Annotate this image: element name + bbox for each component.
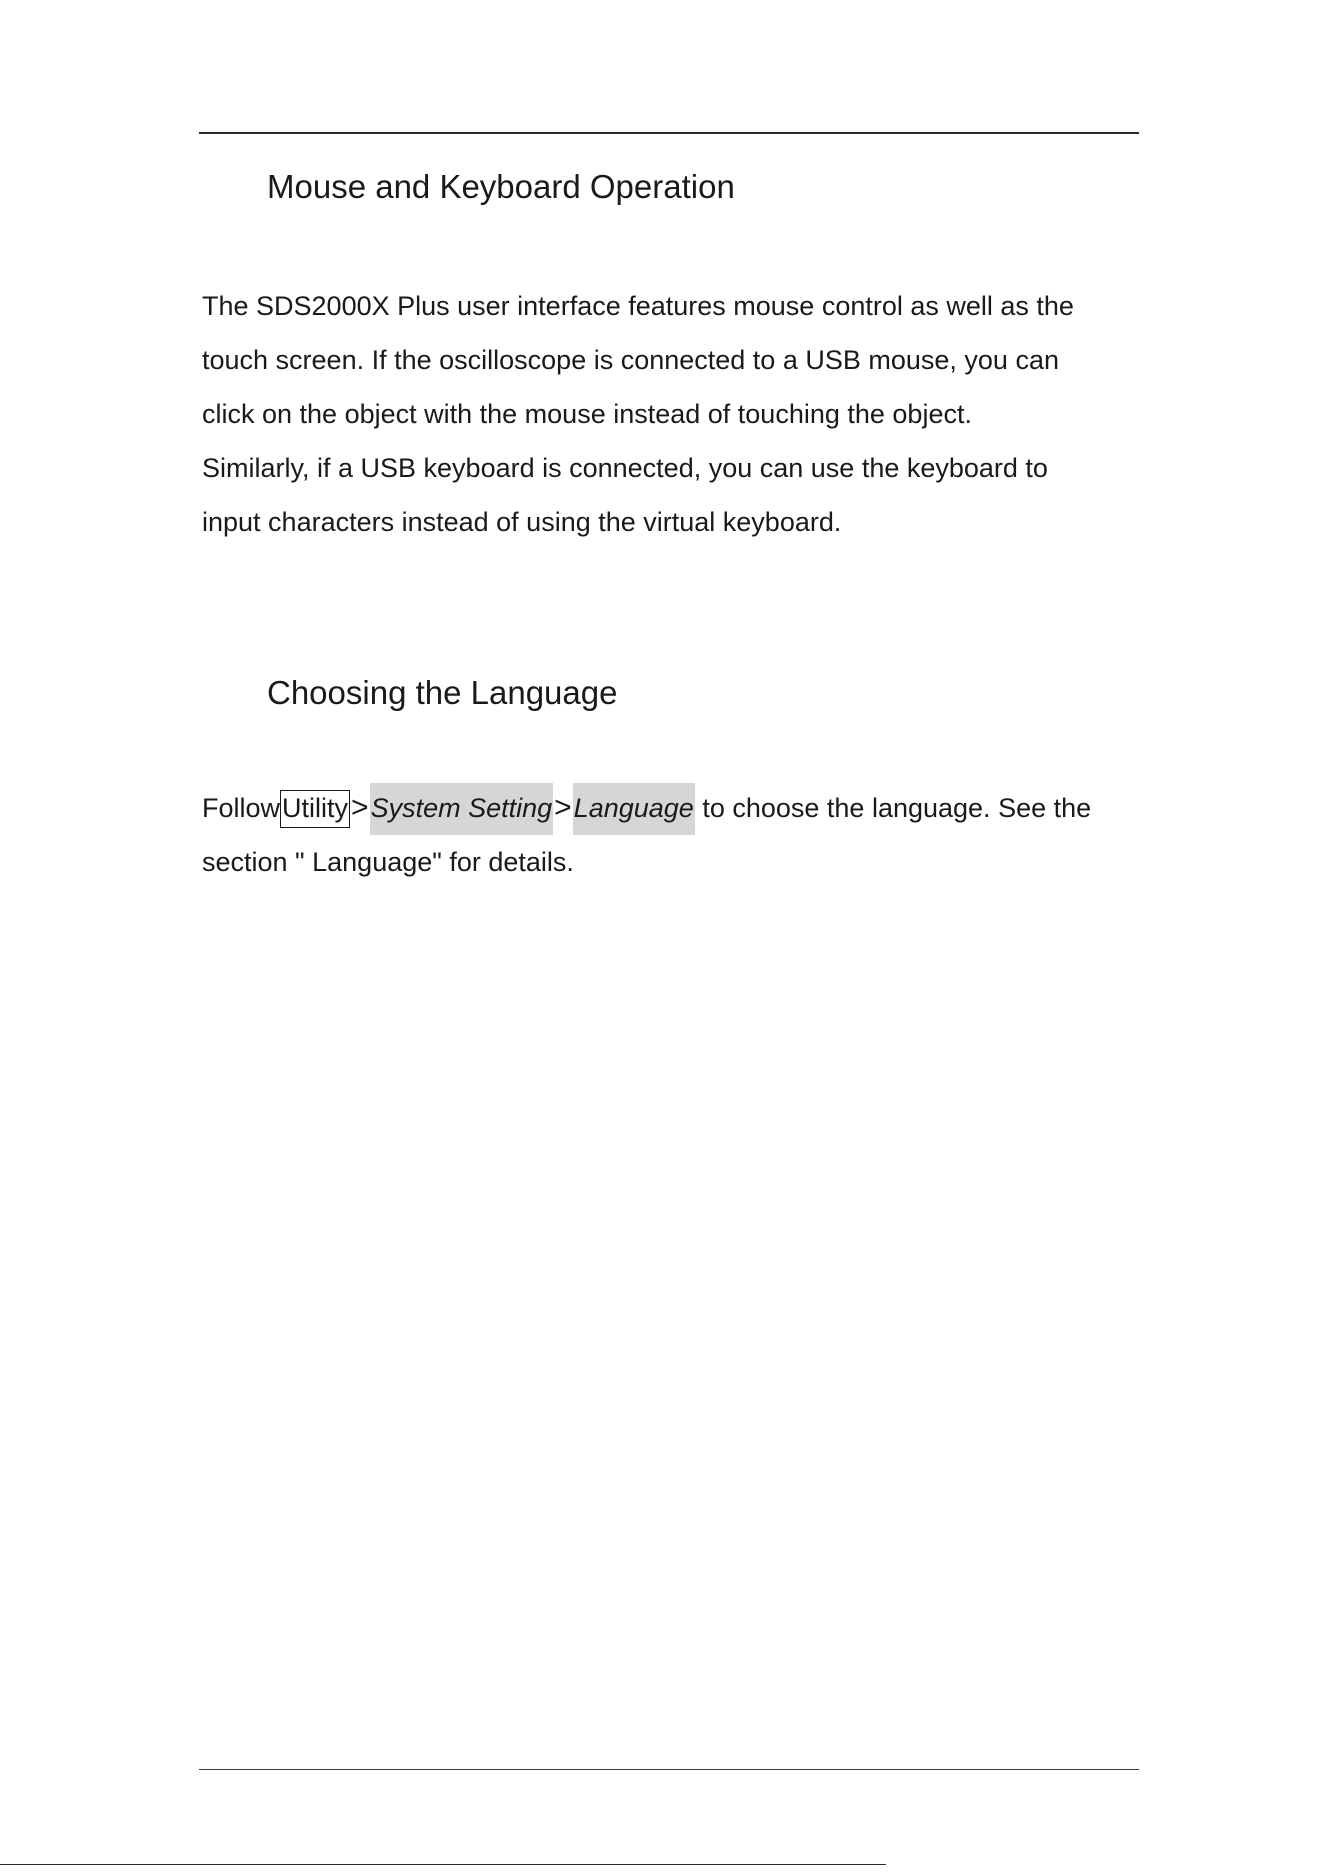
paragraph-line: click on the object with the mouse instead of touching the object. xyxy=(202,399,972,429)
utility-key: Utility xyxy=(280,790,350,828)
footer-rule xyxy=(199,1769,1139,1770)
menu-separator: > xyxy=(351,791,369,824)
paragraph-line: section " Language" for details. xyxy=(202,847,574,877)
paragraph-language xyxy=(202,781,1142,889)
paragraph-line: The SDS2000X Plus user interface features mouse control as well as the xyxy=(202,291,1074,321)
header-rule xyxy=(199,132,1139,134)
menu-item-system-setting: System Setting xyxy=(370,783,554,835)
menu-item-language: Language xyxy=(573,783,695,835)
section-heading-mouse-keyboard: Mouse and Keyboard Operation xyxy=(267,168,735,205)
section-heading-language: Choosing the Language xyxy=(267,674,618,711)
menu-separator: > xyxy=(554,791,572,824)
paragraph-line xyxy=(202,781,1142,835)
paragraph-line: touch screen. If the oscilloscope is connected to a USB mouse, you can xyxy=(202,345,1059,375)
lead-text: Follow xyxy=(202,793,281,823)
page-edge-rule xyxy=(0,1864,886,1865)
tail-text: to choose the language. See the xyxy=(702,793,1092,823)
paragraph-mouse-keyboard xyxy=(202,279,1142,549)
paragraph-line: Similarly, if a USB keyboard is connected, you can use the keyboard to xyxy=(202,453,1048,483)
paragraph-line: input characters instead of using the virtual keyboard. xyxy=(202,507,842,537)
